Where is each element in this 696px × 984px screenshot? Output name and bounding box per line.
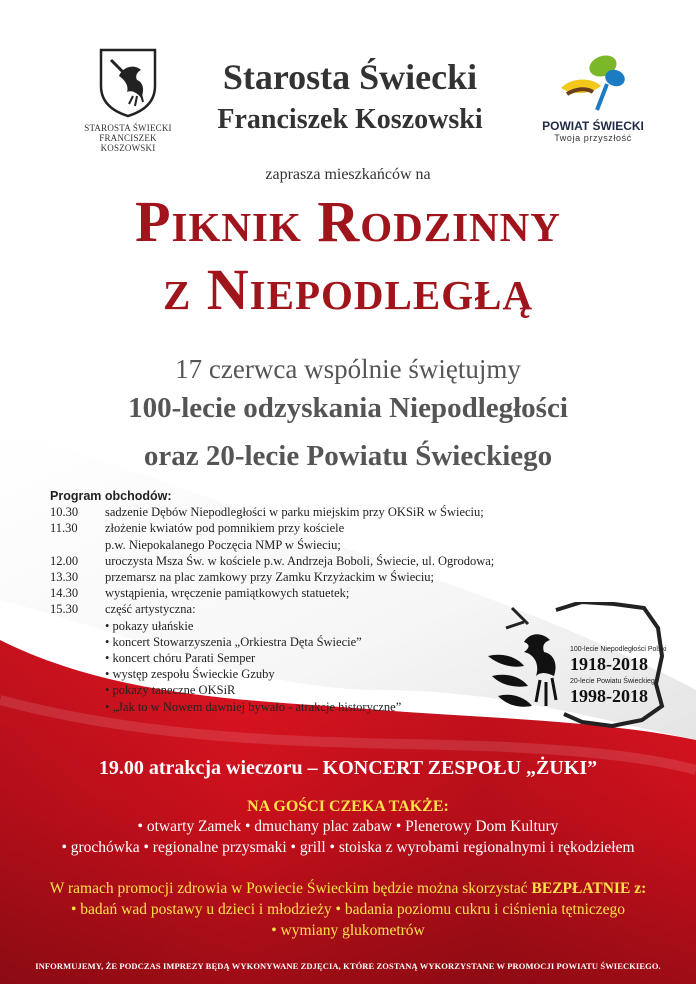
art-item: • występ zespołu Świeckie Gzuby	[105, 667, 275, 682]
starosta-crest	[82, 46, 174, 151]
anniversary-line1: 100-lecie odzyskania Niepodległości	[128, 392, 568, 424]
program-item	[50, 553, 610, 569]
program-desc: p.w. Niepokalanego Poczęcia NMP w Świeciu;	[105, 537, 341, 552]
health-line3: • wymiany glukometrów	[271, 922, 425, 939]
program-time: 11.30	[50, 521, 78, 536]
leaf-logo-icon	[553, 48, 633, 114]
program-time: 15.30	[50, 602, 79, 617]
griffin-shield-icon	[97, 46, 159, 118]
date-line: 17 czerwca wspólnie świętujmy	[175, 354, 521, 384]
health-line1-pre: W ramach promocji zdrowia w Powiecie Świeckim będzie można skorzystać	[49, 880, 532, 897]
program-desc: uroczysta Msza Św. w kościele p.w. Andrzeja Boboli, Świecie, ul. Ogrodowa;	[105, 553, 495, 568]
anniversary-emblem	[484, 602, 668, 730]
invite-text: zaprasza mieszkańców na	[265, 166, 431, 183]
program-item	[50, 585, 610, 601]
emblem-label1: 100-lecie Niepodległości Polski	[570, 646, 667, 653]
program-item	[50, 537, 610, 553]
program-item	[50, 520, 610, 536]
program-item	[50, 504, 610, 520]
health-free-label: BEZPŁATNIE	[531, 880, 631, 897]
emblem-years2: 1998-2018	[570, 686, 648, 706]
event-title-line1: Piknik Rodzinny	[135, 189, 561, 254]
program-desc: sadzenie Dębów Niepodległości w parku miejskim przy OKSiR w Świeciu;	[105, 505, 484, 520]
host-name: Franciszek Koszowski	[217, 104, 483, 135]
event-title-line2: z Niepodległą	[162, 257, 534, 322]
program-item	[50, 569, 610, 585]
program-time: 13.30	[50, 570, 79, 585]
program-time: 10.30	[50, 505, 79, 520]
program-heading: Program obchodów:	[50, 489, 172, 503]
emblem-years1: 1918-2018	[570, 654, 648, 674]
crest-caption-line2: FRANCISZEK KOSZOWSKI	[99, 133, 157, 153]
logo-name: POWIAT ŚWIECKI	[542, 119, 644, 133]
host-title: Starosta Świecki	[222, 57, 478, 97]
art-item: • pokazy ułańskie	[105, 618, 194, 633]
program-time: 12.00	[50, 553, 79, 568]
guests-line2: • grochówka • regionalne przysmaki • grill • stoiska z wyrobami regionalnymi i rękodziełem	[61, 839, 635, 856]
health-line2: • badań wad postawy u dzieci i młodzieży • badania poziomu cukru i ciśnienia tętniczego	[70, 901, 626, 918]
art-item: • koncert Stowarzyszenia „Orkiestra Dęta Świecie”	[105, 634, 362, 649]
art-item: • pokazy taneczne OKSiR	[105, 683, 236, 698]
program-desc: przemarsz na plac zamkowy przy Zamku Krzyżackim w Świeciu;	[105, 570, 435, 585]
evening-attraction: 19.00 atrakcja wieczoru – KONCERT ZESPOŁU „ŻUKI”	[98, 757, 598, 779]
emblem-label2: 20-lecie Powiatu Świeckiego	[570, 678, 659, 685]
powiat-logo	[538, 48, 648, 148]
health-line1	[0, 880, 696, 898]
health-line1-post: z:	[630, 880, 647, 897]
program-time	[50, 537, 105, 553]
program-desc: wystąpienia, wręczenie pamiątkowych statuetek;	[105, 586, 350, 601]
logo-slogan: Twoja przyszłość	[554, 133, 632, 143]
art-item: • „Jak to w Nowem dawniej bywało - atrakcje historyczne”	[105, 699, 402, 714]
guests-line1: • otwarty Zamek • dmuchany plac zabaw • Plenerowy Dom Kultury	[137, 818, 559, 835]
photo-notice-footer: INFORMUJEMY, ŻE PODCZAS IMPREZY BĘDĄ WYKONYWANE ZDJĘCIA, KTÓRE ZOSTANĄ WYKORZYSTANE W PROMOCJI POWIATU ŚWIECKIEGO.	[35, 961, 661, 971]
art-item: • koncert chóru Parati Semper	[105, 651, 256, 666]
guests-heading: NA GOŚCI CZEKA TAKŻE:	[247, 798, 449, 815]
crest-caption-line1: STAROSTA ŚWIECKI	[84, 123, 172, 133]
program-time: 14.30	[50, 586, 79, 601]
anniversary-line2: oraz 20-lecie Powiatu Świeckiego	[143, 440, 553, 472]
program-desc: złożenie kwiatów pod pomnikiem przy kościele	[105, 521, 345, 536]
program-desc: część artystyczna:	[105, 602, 196, 617]
